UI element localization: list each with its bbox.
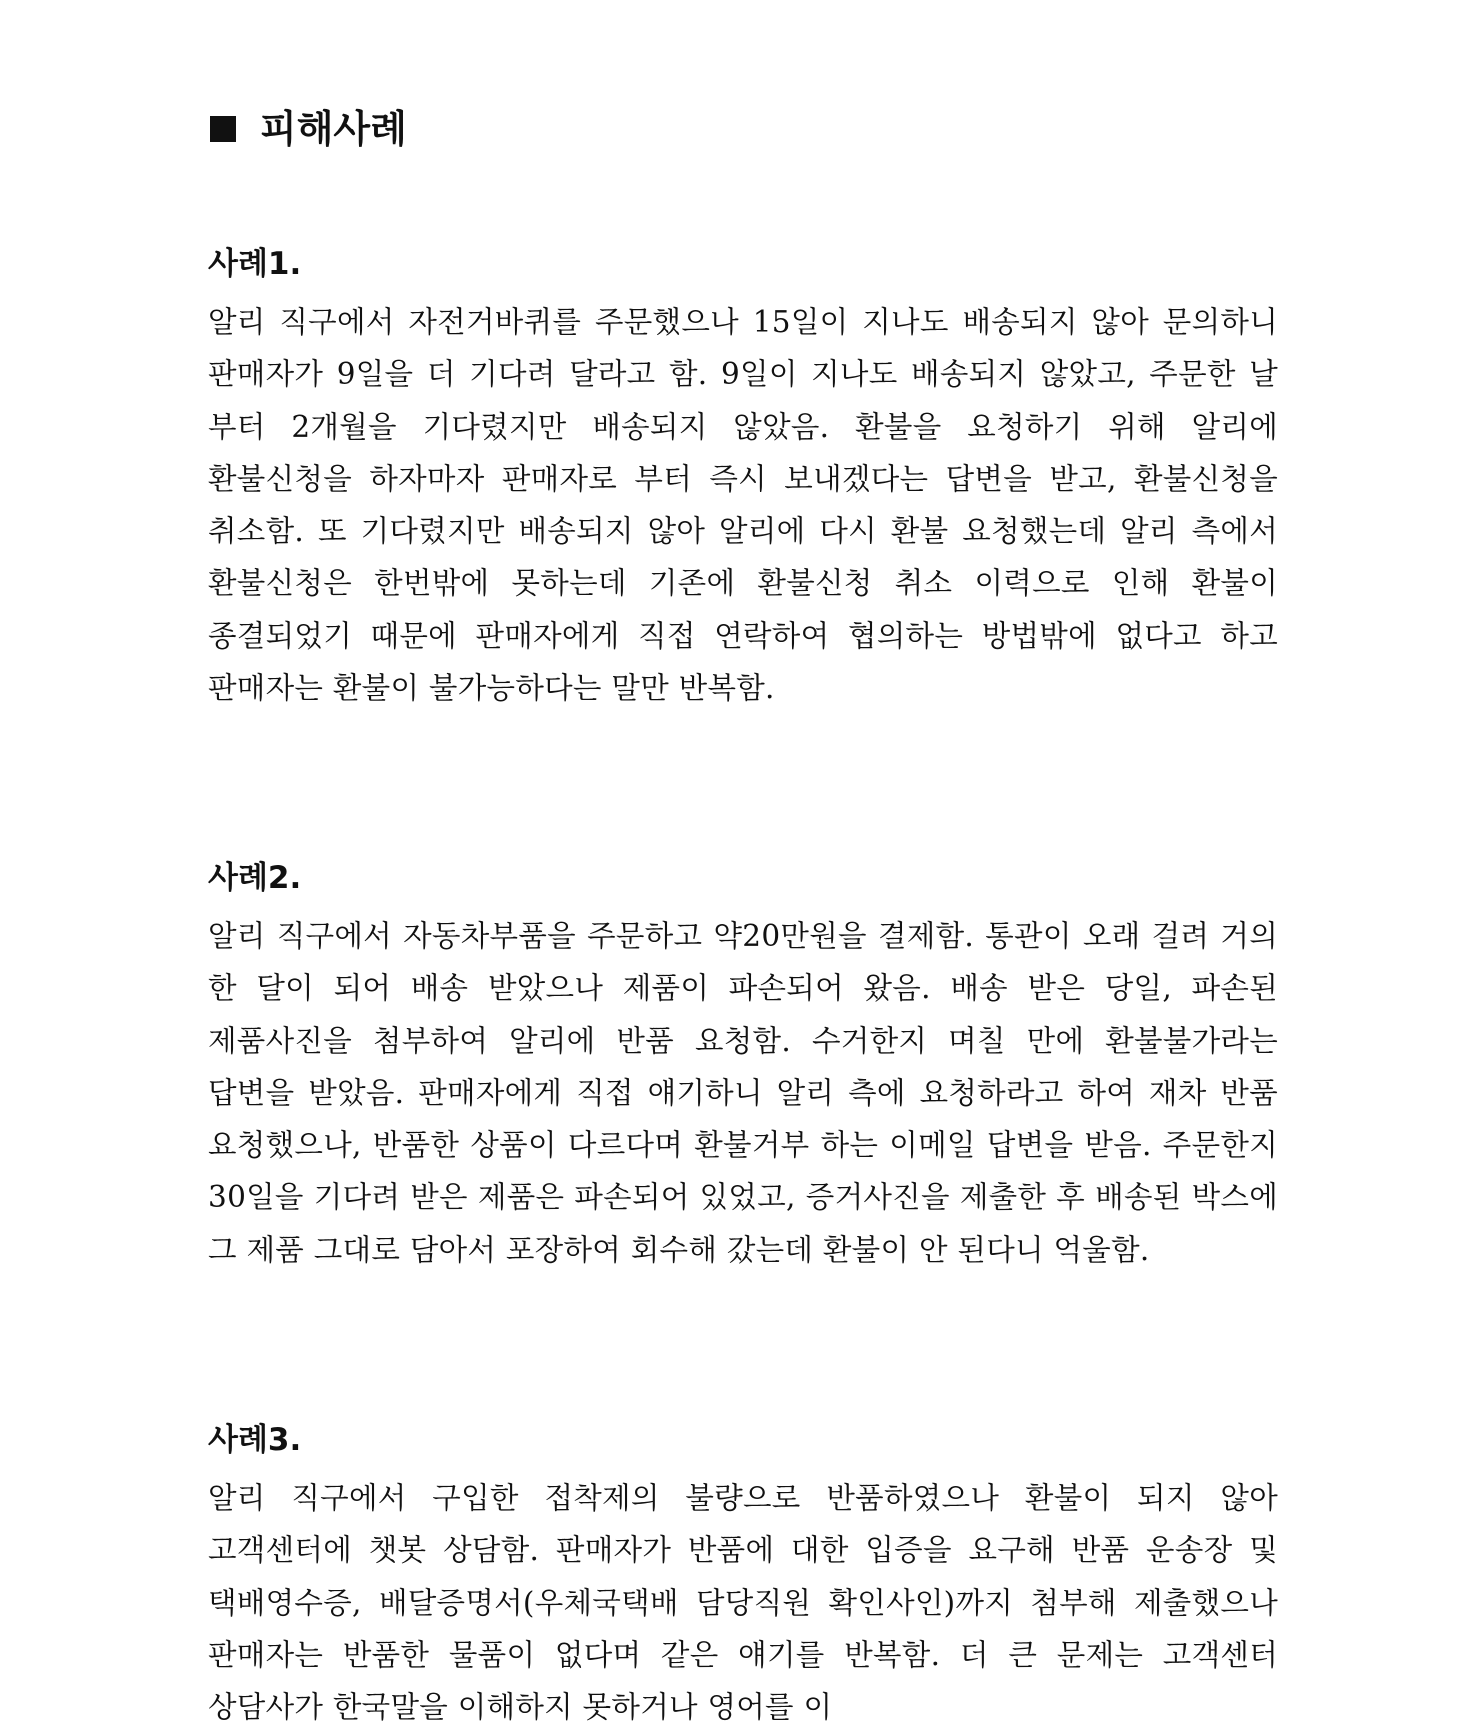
- case-3-body: 알리 직구에서 구입한 접착제의 불량으로 반품하였으나 환불이 되지 않아 고객센터에 챗봇 상담함. 판매자가 반품에 대한 입증을 요구해 반품 운송장 및 택배영수증, 배달증명서(우체국택배 담당직원 확인사인)까지 첨부해 제출했으나 판매자는 반품한 물품이 없다며 같은 얘기를 반복함. 더 큰 문제는 고객센터 상담사가 한국말을 이해하지 못하거나 영어를 이: [208, 1481, 1278, 1725]
- case-1: [208, 242, 1278, 714]
- case-1-body: 알리 직구에서 자전거바퀴를 주문했으나 15일이 지나도 배송되지 않아 문의하니 판매자가 9일을 더 기다려 달라고 함. 9일이 지나도 배송되지 않았고, 주문한 날 부터 2개월을 기다렸지만 배송되지 않았음. 환불을 요청하기 위해 알리에 환불신청을 하자마자 판매자로 부터 즉시 보내겠다는 답변을 받고, 환불신청을 취소함. 또 기다렸지만 배송되지 않아 알리에 다시 환불 요청했는데 알리 측에서 환불신청은 한번밖에 못하는데 기존에 환불신청 취소 이력으로 인해 환불이 종결되었기 때문에 판매자에게 직접 연락하여 협의하는 방법밖에 없다고 하고 판매자는 환불이 불가능하다는 말만 반복함.: [208, 305, 1278, 706]
- case-3: [208, 1418, 1278, 1733]
- case-2-body: 알리 직구에서 자동차부품을 주문하고 약20만원을 결제함. 통관이 오래 걸려 거의 한 달이 되어 배송 받았으나 제품이 파손되어 왔음. 배송 받은 당일, 파손된 제품사진을 첨부하여 알리에 반품 요청함. 수거한지 며칠 만에 환불불가라는 답변을 받았음. 판매자에게 직접 얘기하니 알리 측에 요청하라고 하여 재차 반품 요청했으나, 반품한 상품이 다르다며 환불거부 하는 이메일 답변을 받음. 주문한지 30일을 기다려 받은 제품은 파손되어 있었고, 증거사진을 제출한 후 배송된 박스에 그 제품 그대로 담아서 포장하여 회수해 갔는데 환불이 안 된다니 억울함.: [208, 919, 1278, 1267]
- section-heading: [208, 104, 407, 154]
- black-square-icon: [210, 116, 236, 142]
- case-1-title: 사례1.: [208, 246, 302, 282]
- case-2-title: 사례2.: [208, 860, 302, 896]
- case-3-title: 사례3.: [208, 1422, 302, 1458]
- case-2: [208, 856, 1278, 1276]
- section-heading-text: 피해사례: [260, 107, 407, 151]
